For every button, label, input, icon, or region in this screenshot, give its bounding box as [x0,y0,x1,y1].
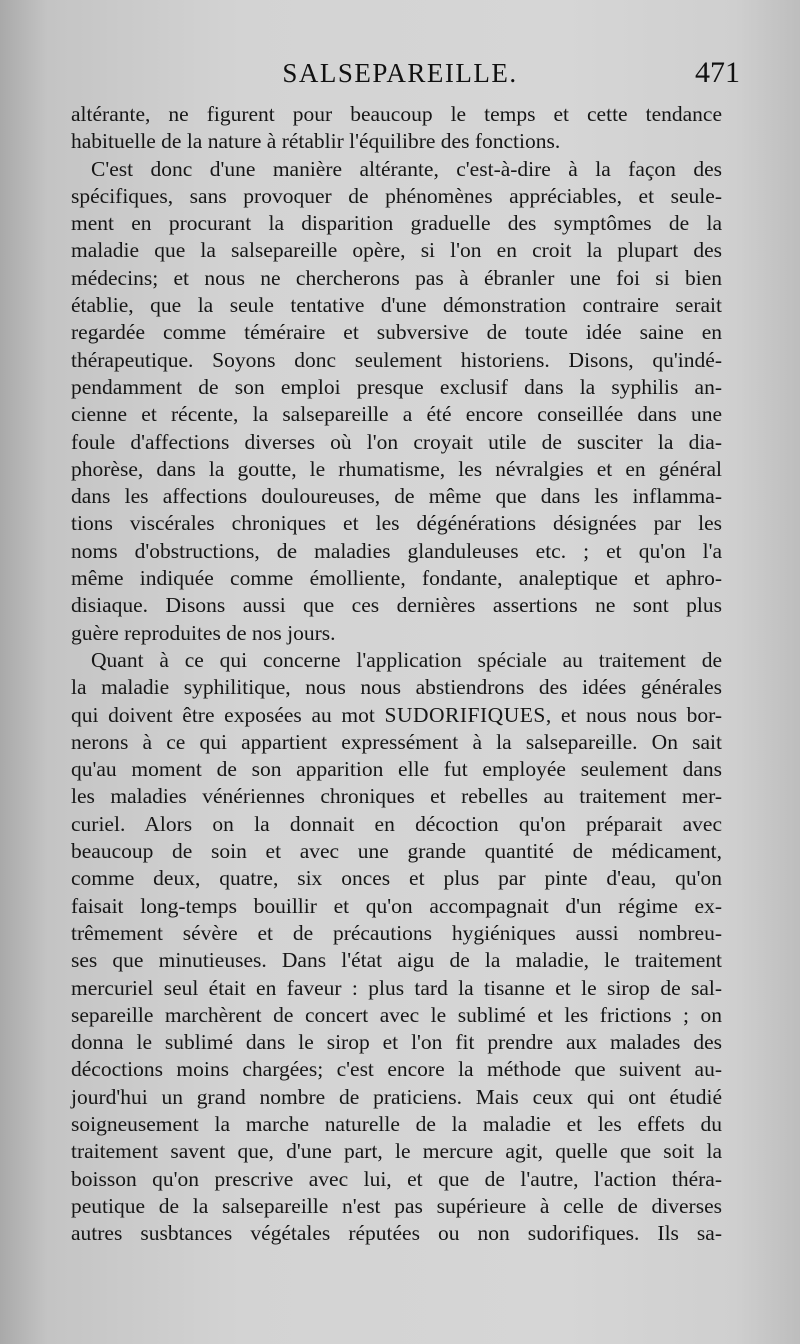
text-fragment: , et nous nous bor- [545,702,722,727]
text-line: C'est donc d'une manière altérante, c'est-à-dire à la façon des [91,156,722,181]
text-line: ment en procurant la disparition graduelle des symptômes de la [71,211,722,236]
text-line: la maladie syphilitique, nous nous abstiendrons des idées générales [71,675,722,700]
text-line: peutique de la salsepareille n'est pas supérieure à celle de diverses [71,1193,722,1218]
text-line: altérante, ne figurent pour beaucoup le temps et cette tendance [71,102,722,126]
text-line: noms d'obstructions, de maladies glanduleuses etc. ; et qu'on l'a [71,538,722,563]
text-line: separeille marchèrent de concert avec le sublimé et les frictions ; on [71,1002,722,1027]
text-line: nerons à ce qui appartient expressément à la salsepareille. On sait [71,729,722,754]
text-line: même indiquée comme émolliente, fondante, analeptique et aphro- [71,566,722,591]
text-line: boisson qu'on prescrive avec lui, et que de l'autre, l'action théra- [71,1166,722,1191]
text-line: établie, que la seule tentative d'une démonstration contraire serait [71,293,722,318]
text-line: autres susbtances végétales réputées ou non sudorifiques. Ils sa- [71,1221,722,1246]
page-number: 471 [695,56,740,89]
text-line: mercuriel seul était en faveur : plus tard la tisanne et le sirop de sal- [71,975,722,1000]
text-line: décoctions moins chargées; c'est encore la méthode que suivent au- [71,1057,722,1082]
text-line: dans les affections douloureuses, de même que dans les inflamma- [71,484,722,509]
text-line: faisait long-temps bouillir et qu'on accompagnait d'un régime ex- [71,893,722,918]
text-line: habituelle de la nature à rétablir l'équilibre des fonctions. [71,129,561,154]
text-line: maladie que la salsepareille opère, si l'on en croit la plupart des [71,238,722,263]
text-line: qu'au moment de son apparition elle fut employée seulement dans [71,757,722,782]
text-line: cienne et récente, la salsepareille a été encore conseillée dans une [71,402,722,427]
text-line: pendamment de son emploi presque exclusif dans la syphilis an- [71,374,722,399]
text-line: médecins; et nous ne chercherons pas à ébranler une foi si bien [71,265,722,290]
text-line: jourd'hui un grand nombre de praticiens. Mais ceux qui ont étudié [71,1084,722,1109]
text-line: traitement savent que, d'une part, le mercure agit, quelle que soit la [71,1139,722,1164]
text-line: comme deux, quatre, six onces et plus par pinte d'eau, qu'on [71,866,722,891]
text-line: Quant à ce qui concerne l'application spéciale au traitement de [91,647,722,672]
running-title: SALSEPAREILLE. [282,58,518,88]
page-header [60,52,740,96]
text-line: trêmement sévère et de précautions hygiéniques aussi nombreu- [71,920,722,945]
text-line: guère reproduites de nos jours. [71,620,336,645]
text-line: spécifiques, sans provoquer de phénomènes appréciables, et seule- [71,183,722,208]
text-fragment: qui doivent être exposées au mot [71,702,385,727]
text-line: phorèse, dans la goutte, le rhumatisme, les névralgies et en général [71,456,722,481]
text-line: disiaque. Disons aussi que ces dernières assertions ne sont plus [71,593,722,618]
text-line: les maladies vénériennes chroniques et rebelles au traitement mer- [71,784,722,809]
text-line: foule d'affections diverses où l'on croyait utile de susciter la dia- [71,429,722,454]
text-line: donna le sublimé dans le sirop et l'on fit prendre aux malades des [71,1030,722,1055]
text-line: ses que minutieuses. Dans l'état aigu de la maladie, le traitement [71,948,722,973]
text-line: soigneusement la marche naturelle de la maladie et les effets du [71,1111,722,1136]
text-line: regardée comme téméraire et subversive de toute idée saine en [71,320,722,345]
body-text [71,101,722,1247]
text-line: curiel. Alors on la donnait en décoction qu'on préparait avec [71,811,722,836]
text-line: thérapeutique. Soyons donc seulement historiens. Disons, qu'indé- [71,347,722,372]
text-line: beaucoup de soin et avec une grande quantité de médicament, [71,839,722,864]
text-line-mixed [71,702,722,729]
cross-reference: SUDORIFIQUES [384,702,546,727]
text-line: tions viscérales chroniques et les dégénérations désignées par les [71,511,722,536]
